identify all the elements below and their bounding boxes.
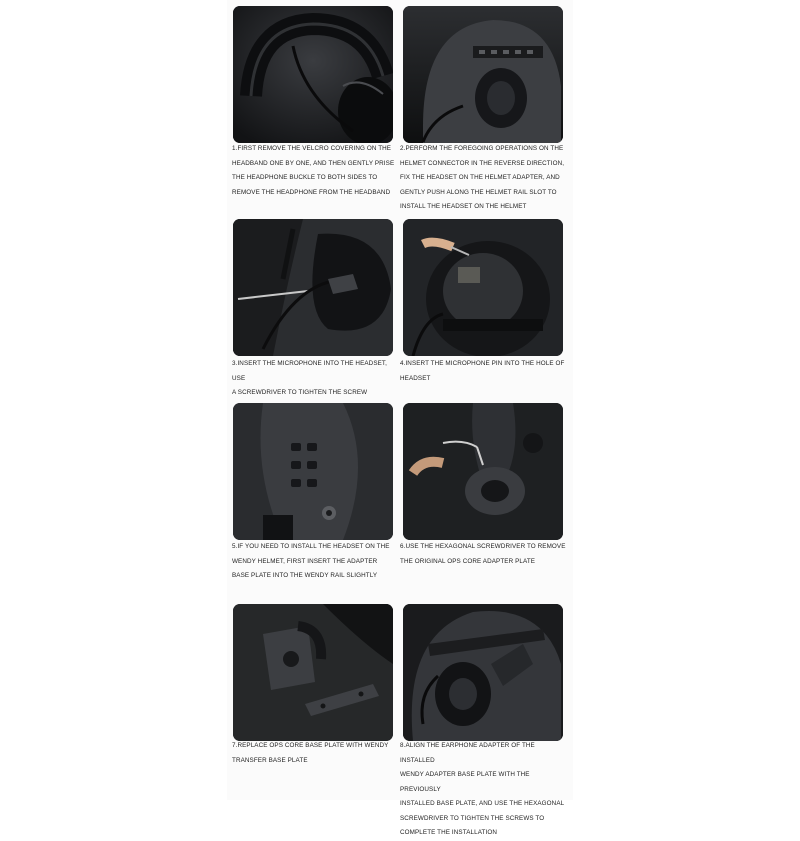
photo-step-7 <box>233 604 393 741</box>
hex-screwdriver-photo <box>403 403 563 540</box>
caption-step-1: 1.FIRST REMOVE THE VELCRO COVERING ON THE HEADBAND ONE BY ONE, AND THEN GENTLY PRISE THE HEADPHONE BUCKLE TO BOTH SIDES TO REMOVE THE HEADPHONE FROM THE HEADBAND <box>232 145 395 196</box>
photo-step-8 <box>403 604 563 741</box>
caption-step-7: 7.REPLACE OPS CORE BASE PLATE WITH WENDY TRANSFER BASE PLATE <box>232 742 389 764</box>
wendy-rail-photo <box>233 403 393 540</box>
caption-step-3: 3.INSERT THE MICROPHONE INTO THE HEADSET, USE A SCREWDRIVER TO TIGHTEN THE SCREW <box>232 360 388 396</box>
instruction-sheet <box>227 0 573 836</box>
photo-step-6 <box>403 403 563 540</box>
caption-step-8: 8.ALIGN THE EARPHONE ADAPTER OF THE INSTALLED WENDY ADAPTER BASE PLATE WITH THE PREVIOUSLY INSTALLED BASE PLATE, AND USE THE HEXAGONAL SCREWDRIVER TO TIGHTEN THE SCREWS TO COMPLETE THE INSTALLATION <box>400 742 565 836</box>
photo-step-1 <box>233 6 393 143</box>
caption-step-6: 6.USE THE HEXAGONAL SCREWDRIVER TO REMOVE THE ORIGINAL OPS CORE ADAPTER PLATE <box>400 543 566 565</box>
mic-pin-photo <box>403 219 563 356</box>
photo-step-2 <box>403 6 563 143</box>
photo-step-4 <box>403 219 563 356</box>
final-install-photo <box>403 604 563 741</box>
caption-step-4: 4.INSERT THE MICROPHONE PIN INTO THE HOLE OF HEADSET <box>400 360 565 382</box>
caption-step-5: 5.IF YOU NEED TO INSTALL THE HEADSET ON THE WENDY HELMET, FIRST INSERT THE ADAPTER BASE PLATE INTO THE WENDY RAIL SLIGHTLY <box>232 543 390 579</box>
photo-step-5 <box>233 403 393 540</box>
microphone-insert-photo <box>233 219 393 356</box>
base-plates-photo <box>233 604 393 741</box>
photo-step-3 <box>233 219 393 356</box>
headband-photo <box>233 6 393 143</box>
caption-step-2: 2.PERFORM THE FOREGOING OPERATIONS ON THE HELMET CONNECTOR IN THE REVERSE DIRECTION, FIX THE HEADSET ON THE HELMET ADAPTER, AND GENTLY PUSH ALONG THE HELMET RAIL SLOT TO INSTALL THE HEADSET ON THE HELMET <box>400 145 565 210</box>
helmet-headset-photo <box>403 6 563 143</box>
